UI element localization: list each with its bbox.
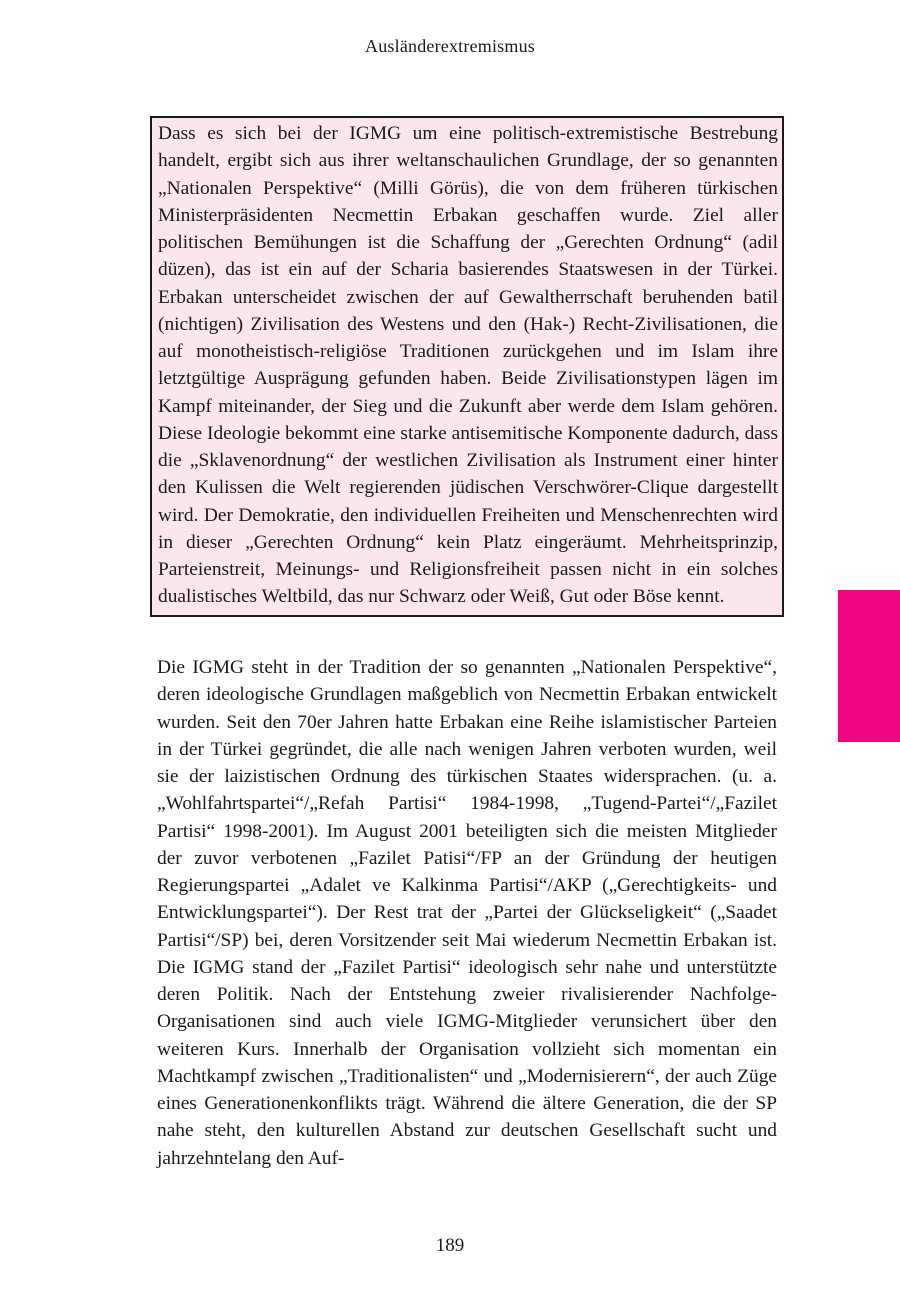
- running-header: Ausländerextremismus: [365, 36, 535, 56]
- body-text: [157, 654, 777, 1172]
- infobox: [150, 116, 784, 617]
- chapter-side-tab: [838, 590, 900, 742]
- body-paragraph: Die IGMG steht in der Tradition der so genannten „Nationalen Perspektive“, deren ideologische Grundlagen maßgeblich von Necmettin Erbakan entwickelt wurden. Seit den 70er Jahren hatte Erbakan eine Reihe islamistischer Parteien in der Türkei gegründet, die alle nach wenigen Jahren verboten wurden, weil sie der laizistischen Ordnung des türkischen Staates widersprachen. (u. a. „Wohlfahrtspartei“/„Refah Partisi“ 1984-1998, „Tugend-Partei“/„Fazilet Partisi“ 1998-2001). Im August 2001 beteiligten sich die meisten Mitglieder der zuvor verbotenen „Fazilet Patisi“/FP an der Gründung der heutigen Regierungspartei „Adalet ve Kalkinma Partisi“/AKP („Gerechtigkeits- und Entwicklungspartei“). Der Rest trat der „Partei der Glückseligkeit“ („Saadet Partisi“/SP) bei, deren Vorsitzender seit Mai wiederum Necmettin Erbakan ist. Die IGMG stand der „Fazilet Partisi“ ideologisch sehr nahe und unterstützte deren Politik. Nach der Entstehung zweier rivalisierender Nachfolge-Organisationen sind auch viele IGMG-Mitglieder verunsichert über den weiteren Kurs. Innerhalb der Organisation vollzieht sich momentan ein Machtkampf zwischen „Traditionalisten“ und „Modernisierern“, der auch Züge eines Generationenkonflikts trägt. Während die ältere Generation, die der SP nahe steht, den kulturellen Abstand zur deutschen Gesellschaft sucht und jahrzehntelang den Auf-: [157, 657, 777, 1169]
- infobox-text: Dass es sich bei der IGMG um eine politisch-extremistische Bestrebung handelt, ergibt sich aus ihrer weltanschaulichen Grundlage, der so genannten „Nationalen Perspektive“ (Milli Görüs), die von dem früheren türkischen Ministerpräsidenten Necmettin Erbakan geschaffen wurde. Ziel aller politischen Bemühungen ist die Schaffung der „Gerechten Ordnung“ (adil düzen), das ist ein auf der Scharia basierendes Staatswesen in der Türkei. Erbakan unterscheidet zwischen der auf Gewaltherrschaft beruhenden batil (nichtigen) Zivilisation des Westens und den (Hak-) Recht-Zivilisationen, die auf monotheistisch-religiöse Traditionen zurückgehen und im Islam ihre letztgültige Ausprägung gefunden haben. Beide Zivilisationstypen lägen im Kampf miteinander, der Sieg und die Zukunft aber werde dem Islam gehören. Diese Ideologie bekommt eine starke antisemitische Komponente dadurch, dass die „Sklavenordnung“ der westlichen Zivilisation als Instrument einer hinter den Kulissen die Welt regierenden jüdischen Verschwörer-Clique dargestellt wird. Der Demokratie, den individuellen Freiheiten und Menschenrechten wird in dieser „Gerechten Ordnung“ kein Platz eingeräumt. Mehrheitsprinzip, Parteienstreit, Meinungs- und Religionsfreiheit passen nicht in ein solches dualistisches Weltbild, das nur Schwarz oder Weiß, Gut oder Böse kennt.: [158, 123, 778, 608]
- page-number: 189: [435, 1235, 465, 1256]
